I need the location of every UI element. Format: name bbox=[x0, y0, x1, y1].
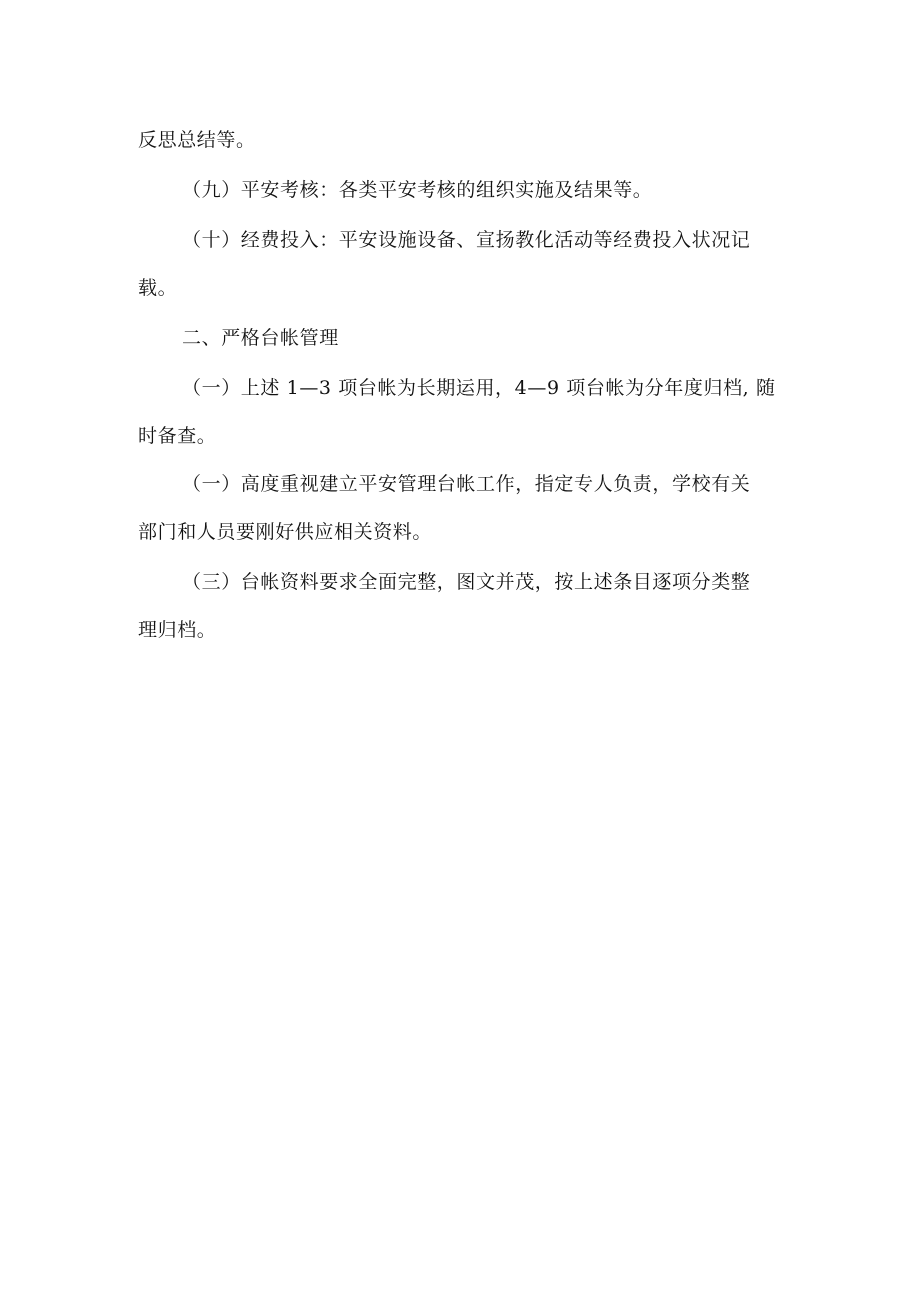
section-heading: 二、严格台帐管理 bbox=[182, 327, 339, 349]
text-line: （一）上述 1—3 项台帐为长期运用，4—9 项台帐为分年度归档, 随 bbox=[182, 377, 776, 399]
text-line: 理归档。 bbox=[138, 619, 217, 641]
text-line: （一）高度重视建立平安管理台帐工作，指定专人负责，学校有关 bbox=[182, 473, 751, 495]
text-line: 载。 bbox=[138, 277, 178, 299]
text-line: （九）平安考核：各类平安考核的组织实施及结果等。 bbox=[182, 179, 653, 201]
text-line: （十）经费投入：平安设施设备、宣扬教化活动等经费投入状况记 bbox=[182, 229, 751, 251]
text-line: 部门和人员要刚好供应相关资料。 bbox=[138, 521, 433, 543]
text-line: 时备查。 bbox=[138, 425, 217, 447]
text-line: （三）台帐资料要求全面完整，图文并茂，按上述条目逐项分类整 bbox=[182, 571, 751, 593]
text-line: 反思总结等。 bbox=[138, 129, 256, 151]
